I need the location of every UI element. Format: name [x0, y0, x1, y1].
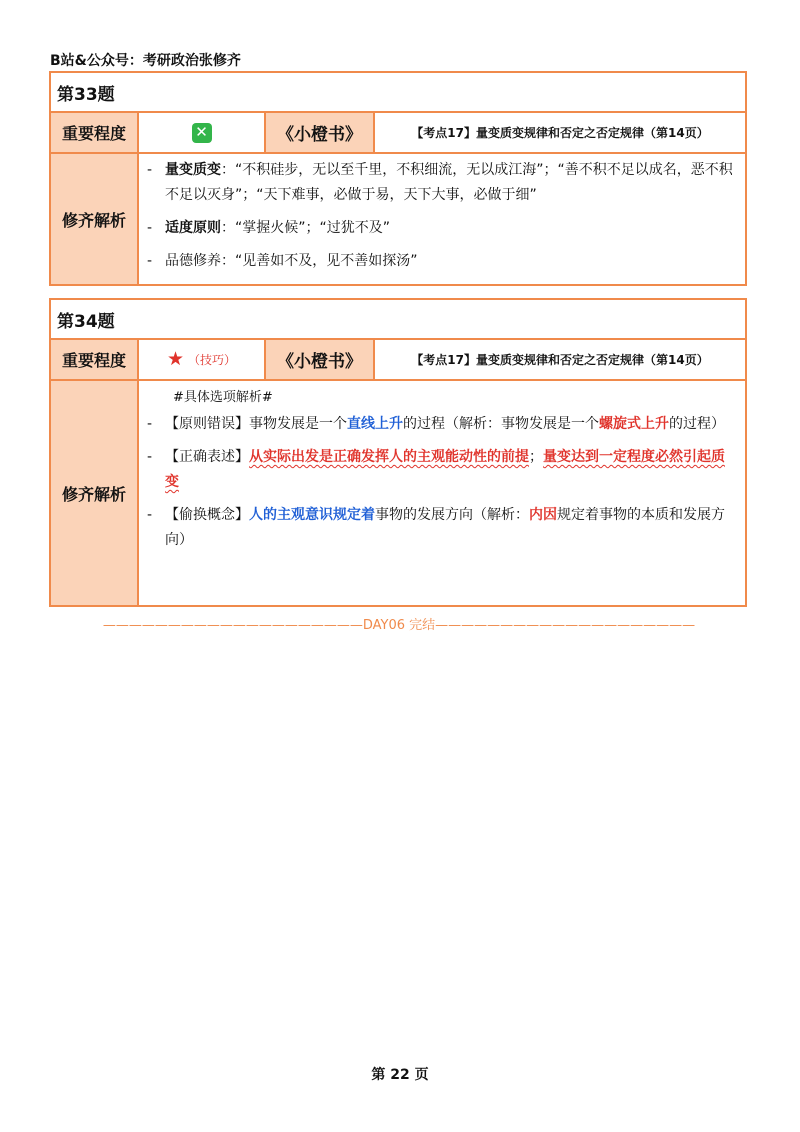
analysis-label: 修齐解析	[51, 381, 139, 605]
hand-note: #具体选项解析#	[173, 390, 273, 405]
page-number: 第 22 页	[371, 1067, 429, 1083]
analysis-content	[139, 154, 745, 284]
section-end-divider: ————————————————————DAY06 完结————————————————————	[102, 618, 696, 633]
book-name: 《小橙书》	[266, 340, 375, 379]
knowledge-point: 【考点17】量变质变规律和否定之否定规律（第14页）	[411, 353, 709, 367]
analysis-row	[51, 154, 745, 284]
list-item: - 【原则错误】事物发展是一个直线上升的过程（解析：事物发展是一个螺旋式上升的过程）	[147, 412, 735, 437]
highlight-red: 内因	[529, 507, 557, 523]
highlight-red: 螺旋式上升	[599, 416, 669, 432]
importance-rating	[139, 113, 266, 152]
importance-label: 重要程度	[51, 340, 139, 379]
knowledge-point: 【考点17】量变质变规律和否定之否定规律（第14页）	[411, 126, 709, 140]
star-note: （技巧）	[188, 353, 237, 367]
question-33-card	[49, 71, 747, 286]
analysis-content	[139, 381, 745, 605]
list-item: - 【偷换概念】人的主观意识规定着事物的发展方向（解析：内因规定着事物的本质和发展方向）	[147, 503, 735, 553]
importance-rating	[139, 340, 266, 379]
list-item	[147, 158, 735, 208]
analysis-row	[51, 381, 745, 605]
bullet-dash: -	[147, 162, 153, 178]
highlight-wavy-red: 从实际出发是正确发挥人的主观能动性的前提	[249, 449, 529, 465]
question-title: 第33题	[51, 73, 745, 113]
highlight-wavy-red: 量变达到一定程度必然引起质变	[165, 449, 725, 490]
highlight-blue: 直线上升	[347, 416, 403, 432]
list-item: - 【正确表述】从实际出发是正确发挥人的主观能动性的前提；量变达到一定程度必然引起质变	[147, 445, 735, 495]
item-text: ：“掌握火候”；“过犹不及”	[221, 220, 391, 236]
bullet-dash: -	[147, 220, 153, 236]
bullet-dash: -	[147, 416, 153, 432]
page-header: B站&公众号：考研政治张修齐	[50, 53, 241, 69]
analysis-label: 修齐解析	[51, 154, 139, 284]
item-text: 品德修养：“见善如不及，见不善如探汤”	[165, 253, 418, 269]
term: 量变质变	[165, 162, 221, 178]
term: 适度原则	[165, 220, 221, 236]
item-text: ：“不积硅步，无以至千里，不积细流，无以成江海”；“善不积不足以成名，恶不积不足以灭身”；“天下难事，必做于易，天下大事，必做于细”	[165, 162, 733, 203]
highlight-blue: 人的主观意识规定着	[249, 507, 375, 523]
question-34-card	[49, 298, 747, 607]
importance-row	[51, 340, 745, 381]
bullet-dash: -	[147, 449, 153, 465]
importance-label: 重要程度	[51, 113, 139, 152]
list-item	[147, 249, 735, 274]
bullet-dash: -	[147, 507, 153, 523]
cross-mark-icon: ✕	[192, 123, 212, 143]
bullet-dash: -	[147, 253, 153, 269]
question-title: 第34题	[51, 300, 745, 340]
book-name: 《小橙书》	[266, 113, 375, 152]
list-item	[147, 216, 735, 241]
star-icon: ★	[166, 348, 185, 370]
importance-row	[51, 113, 745, 154]
